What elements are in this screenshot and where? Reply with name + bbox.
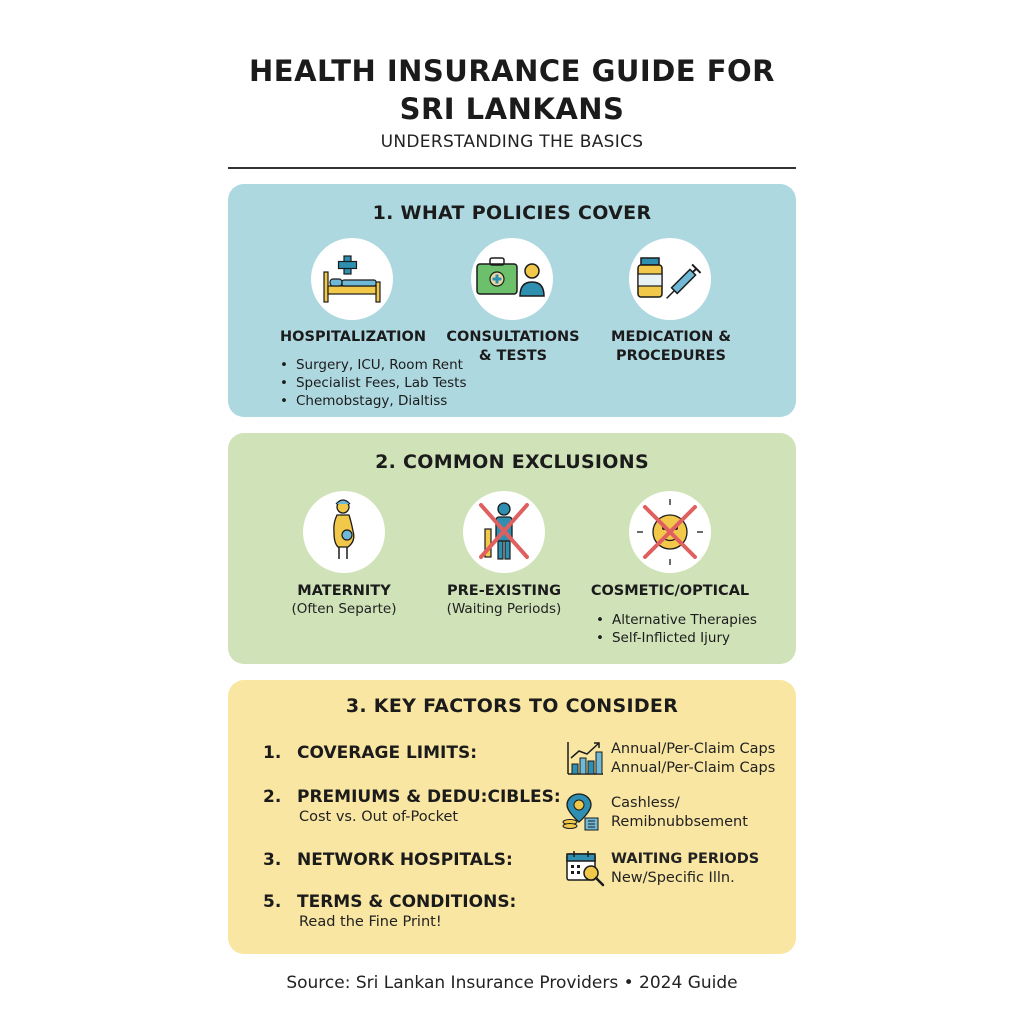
claim-type-text xyxy=(611,794,748,832)
coverage-caps-text xyxy=(611,740,775,778)
exclusions-bullet-list xyxy=(596,611,757,647)
waiting-periods-line-2: New/Specific Illn. xyxy=(611,870,735,886)
pre-existing-label: PRE-EXISTING xyxy=(447,583,561,599)
section-common-exclusions xyxy=(228,433,796,664)
crossed-face-icon xyxy=(629,491,711,573)
consultations-label-line-2: & TESTS xyxy=(478,348,548,364)
medication-label-line-2: PROCEDURES xyxy=(616,348,726,364)
claim-type-line-2: Remibnubbsement xyxy=(611,814,748,830)
section-key-factors xyxy=(228,680,796,954)
maternity-note: (Often Separte) xyxy=(291,601,397,617)
title-line-1: HEALTH INSURANCE GUIDE FOR xyxy=(249,54,775,88)
page-subtitle: UNDERSTANDING THE BASICS xyxy=(380,132,644,152)
section-3-title: 3. KEY FACTORS TO CONSIDER xyxy=(345,695,679,717)
coverage-bullet-list xyxy=(280,356,467,410)
factor-3-number: 3. xyxy=(263,850,282,870)
list-item: • Self-Inflicted Ijury xyxy=(596,629,757,647)
factor-coverage-limits: COVERAGE LIMITS: xyxy=(297,743,478,763)
list-item: • Alternative Therapies xyxy=(596,611,757,629)
medication-label-line-1: MEDICATION & xyxy=(611,329,731,345)
medication-label xyxy=(586,328,756,366)
list-item: • Specialist Fees, Lab Tests xyxy=(280,374,467,392)
location-coins-icon xyxy=(561,792,601,832)
section-2-title: 2. COMMON EXCLUSIONS xyxy=(375,451,649,473)
factor-terms-conditions: TERMS & CONDITIONS: xyxy=(297,892,517,912)
title-divider xyxy=(228,167,796,169)
source-footer: Source: Sri Lankan Insurance Providers • 2024 Guide xyxy=(286,973,738,993)
list-item: • Surgery, ICU, Room Rent xyxy=(280,356,467,374)
claim-type-line-1: Cashless/ xyxy=(611,795,680,811)
calendar-search-icon xyxy=(565,848,605,888)
coverage-caps-line-1: Annual/Per-Claim Caps xyxy=(611,741,776,757)
section-1-title: 1. WHAT POLICIES COVER xyxy=(372,202,652,224)
medicine-syringe-icon xyxy=(629,238,711,320)
list-item: • Chemobstagy, Dialtiss xyxy=(280,392,467,410)
waiting-periods-line-1: WAITING PERIODS xyxy=(611,851,760,867)
medical-briefcase-icon xyxy=(471,238,553,320)
waiting-periods-text xyxy=(611,850,759,888)
crossed-person-icon xyxy=(463,491,545,573)
pregnant-woman-icon xyxy=(303,491,385,573)
factor-2-note: Cost vs. Out of-Pocket xyxy=(299,809,459,825)
hospitalization-label: HOSPITALIZATION xyxy=(280,329,426,345)
section-what-policies-cover xyxy=(228,184,796,417)
page-title xyxy=(0,52,1024,128)
consultations-label-line-1: CONSULTATIONS xyxy=(446,329,580,345)
maternity-label: MATERNITY xyxy=(297,583,391,599)
factor-5-number: 5. xyxy=(263,892,282,912)
pre-existing-note: (Waiting Periods) xyxy=(446,601,562,617)
title-line-2: SRI LANKANS xyxy=(399,92,625,126)
hospital-bed-icon xyxy=(311,238,393,320)
factor-premiums-deductibles: PREMIUMS & DEDU:CIBLES: xyxy=(297,787,561,807)
cosmetic-optical-label: COSMETIC/OPTICAL xyxy=(590,583,750,599)
factor-5-note: Read the Fine Print! xyxy=(299,914,442,930)
factor-network-hospitals: NETWORK HOSPITALS: xyxy=(297,850,513,870)
bar-chart-icon xyxy=(565,738,605,778)
factor-2-number: 2. xyxy=(263,787,282,807)
coverage-caps-line-2: Annual/Per-Claim Caps xyxy=(611,760,776,776)
factor-1-number: 1. xyxy=(263,743,282,763)
